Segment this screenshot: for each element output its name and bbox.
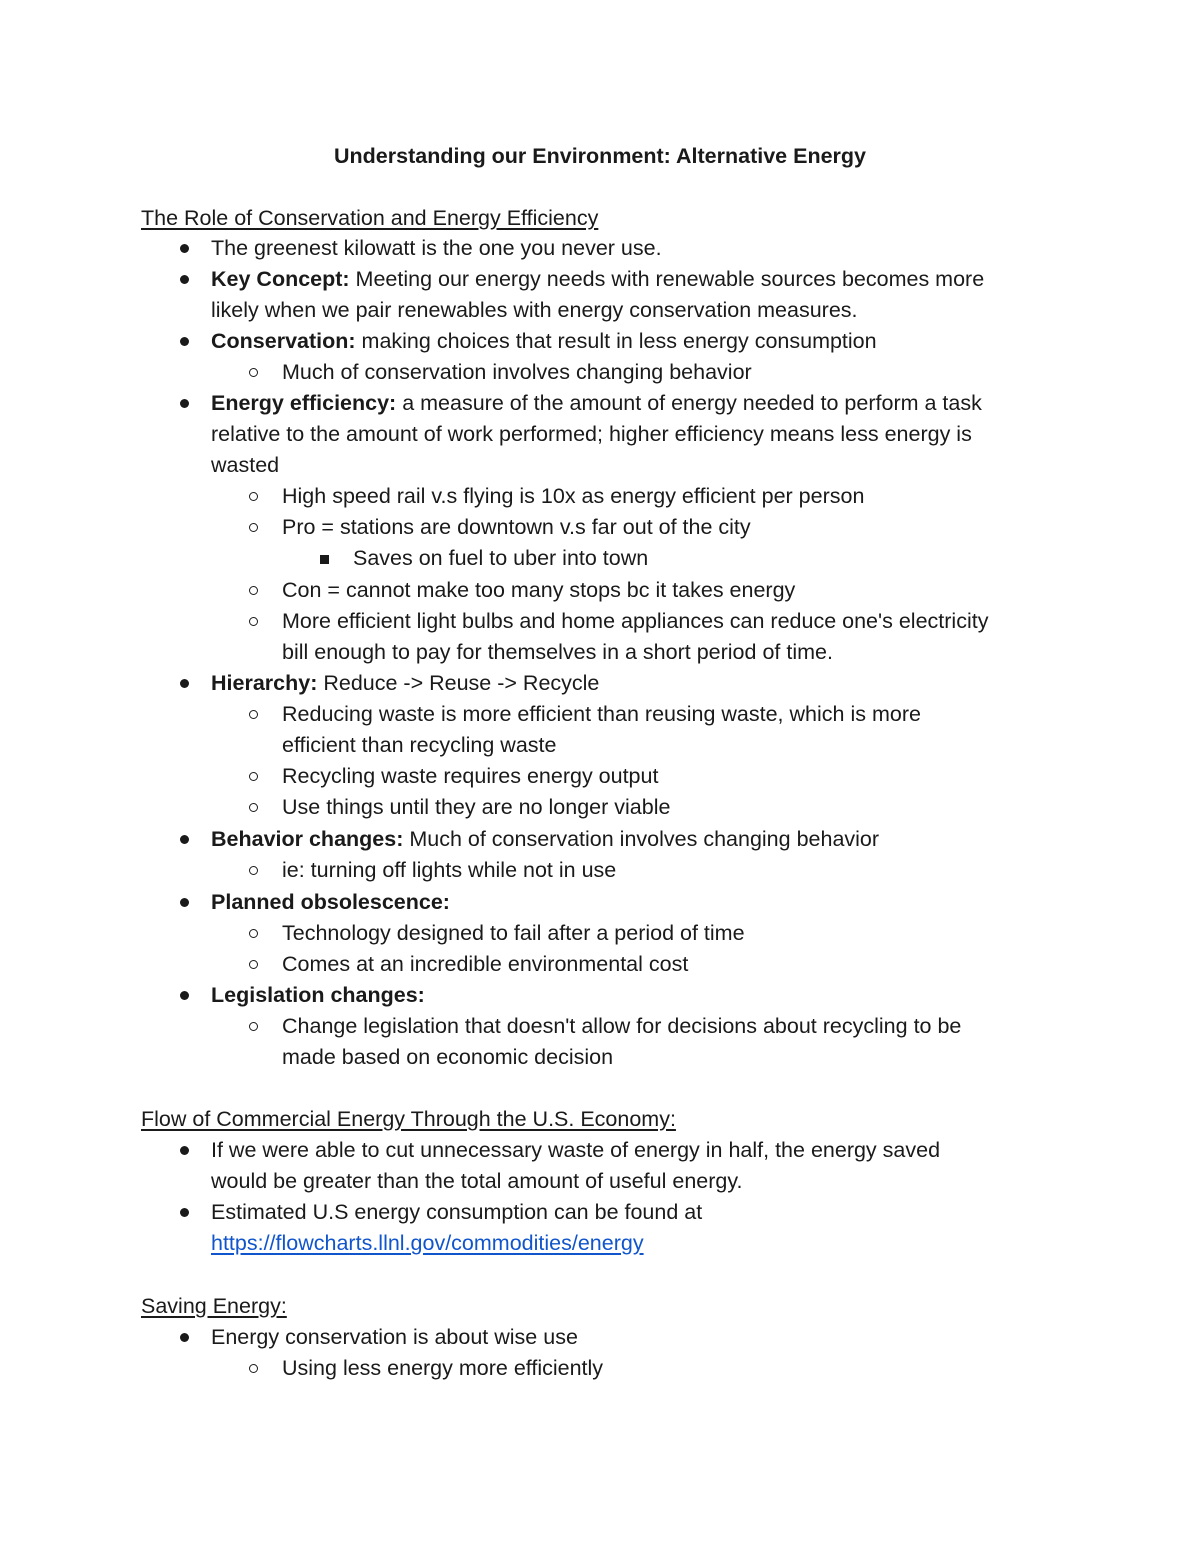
bullet-circle-icon <box>249 866 258 875</box>
bullet-dot-icon <box>180 1208 189 1217</box>
bullet-cut-waste-line2: would be greater than the total amount of useful energy. <box>211 1169 743 1193</box>
bullet-circle-icon <box>249 1364 258 1373</box>
bullet-square-icon <box>320 555 329 564</box>
sub-use-things: Use things until they are no longer viable <box>282 795 671 819</box>
bullet-dot-icon <box>180 399 189 408</box>
sub-change-legislation: Change legislation that doesn't allow for decisions about recycling to be <box>282 1014 962 1038</box>
sub-high-speed-rail: High speed rail v.s flying is 10x as energy efficient per person <box>282 484 865 508</box>
bullet-circle-icon <box>249 1022 258 1031</box>
bullet-circle-icon <box>249 368 258 377</box>
consumption-link-line <box>211 1228 644 1259</box>
bullet-conservation <box>211 326 877 357</box>
bullet-hierarchy <box>211 668 599 699</box>
bullet-dot-icon <box>180 991 189 1000</box>
sub-recycling-output: Recycling waste requires energy output <box>282 764 659 788</box>
term-conservation: Conservation: <box>211 329 356 353</box>
energy-efficiency-text-line3: wasted <box>211 453 280 477</box>
bullet-circle-icon <box>249 929 258 938</box>
sub-less-energy: Using less energy more efficiently <box>282 1356 604 1380</box>
bullet-dot-icon <box>180 1333 189 1342</box>
sub-change-legislation-line2: made based on economic decision <box>282 1045 614 1069</box>
sub-pro-stations: Pro = stations are downtown v.s far out of the city <box>282 515 751 539</box>
sub-reducing-waste: Reducing waste is more efficient than reusing waste, which is more <box>282 702 921 726</box>
bullet-energy-efficiency <box>211 388 982 419</box>
bullet-dot-icon <box>180 275 189 284</box>
bullet-estimated-consumption: Estimated U.S energy consumption can be found at <box>211 1200 703 1224</box>
sub-con-stops: Con = cannot make too many stops bc it takes energy <box>282 578 796 602</box>
section-heading-conservation: The Role of Conservation and Energy Efficiency <box>141 206 599 230</box>
bullet-wise-use: Energy conservation is about wise use <box>211 1325 578 1349</box>
term-legislation-changes: Legislation changes: <box>211 983 425 1007</box>
sub-turning-off-lights: ie: turning off lights while not in use <box>282 858 617 882</box>
bullet-circle-icon <box>249 492 258 501</box>
bullet-circle-icon <box>249 523 258 532</box>
key-concept-text-line2: likely when we pair renewables with energy conservation measures. <box>211 298 858 322</box>
bullet-dot-icon <box>180 898 189 907</box>
bullet-circle-icon <box>249 803 258 812</box>
behavior-changes-text: Much of conservation involves changing behavior <box>403 827 880 851</box>
term-behavior-changes: Behavior changes: <box>211 827 404 851</box>
document-title: Understanding our Environment: Alternative Energy <box>334 144 866 168</box>
bullet-circle-icon <box>249 960 258 969</box>
term-planned-obsolescence: Planned obsolescence: <box>211 890 450 914</box>
sub-light-bulbs-line2: bill enough to pay for themselves in a short period of time. <box>282 640 833 664</box>
sub-environmental-cost: Comes at an incredible environmental cost <box>282 952 689 976</box>
bullet-circle-icon <box>249 586 258 595</box>
bullet-circle-icon <box>249 772 258 781</box>
bullet-dot-icon <box>180 244 189 253</box>
bullet-key-concept <box>211 264 984 295</box>
term-energy-efficiency: Energy efficiency: <box>211 391 397 415</box>
key-concept-text: Meeting our energy needs with renewable sources becomes more <box>349 267 985 291</box>
bullet-circle-icon <box>249 710 258 719</box>
term-key-concept: Key Concept: <box>211 267 350 291</box>
bullet-planned-obsolescence <box>211 887 450 918</box>
bullet-dot-icon <box>180 1146 189 1155</box>
sub-technology-fail: Technology designed to fail after a period of time <box>282 921 745 945</box>
conservation-text: making choices that result in less energy consumption <box>355 329 877 353</box>
energy-efficiency-text-line2: relative to the amount of work performed; higher efficiency means less energy is <box>211 422 972 446</box>
section-heading-commercial-energy: Flow of Commercial Energy Through the U.S. Economy: <box>141 1107 676 1131</box>
section-heading-saving-energy: Saving Energy: <box>141 1294 287 1318</box>
bullet-circle-icon <box>249 617 258 626</box>
sub-conservation-behavior: Much of conservation involves changing behavior <box>282 360 752 384</box>
bullet-dot-icon <box>180 835 189 844</box>
bullet-dot-icon <box>180 679 189 688</box>
bullet-behavior-changes <box>211 824 879 855</box>
energy-efficiency-text: a measure of the amount of energy needed to perform a task <box>396 391 982 415</box>
bullet-greenest-kilowatt: The greenest kilowatt is the one you never use. <box>211 236 662 260</box>
term-hierarchy: Hierarchy: <box>211 671 318 695</box>
bullet-legislation-changes <box>211 980 425 1011</box>
sub-light-bulbs: More efficient light bulbs and home appliances can reduce one's electricity <box>282 609 989 633</box>
sub-reducing-waste-line2: efficient than recycling waste <box>282 733 557 757</box>
subsub-saves-fuel: Saves on fuel to uber into town <box>353 546 649 570</box>
hierarchy-text: Reduce -> Reuse -> Recycle <box>317 671 600 695</box>
bullet-cut-waste: If we were able to cut unnecessary waste of energy in half, the energy saved <box>211 1138 941 1162</box>
llnl-flowcharts-link[interactable]: https://flowcharts.llnl.gov/commodities/energy <box>211 1231 644 1255</box>
bullet-dot-icon <box>180 337 189 346</box>
